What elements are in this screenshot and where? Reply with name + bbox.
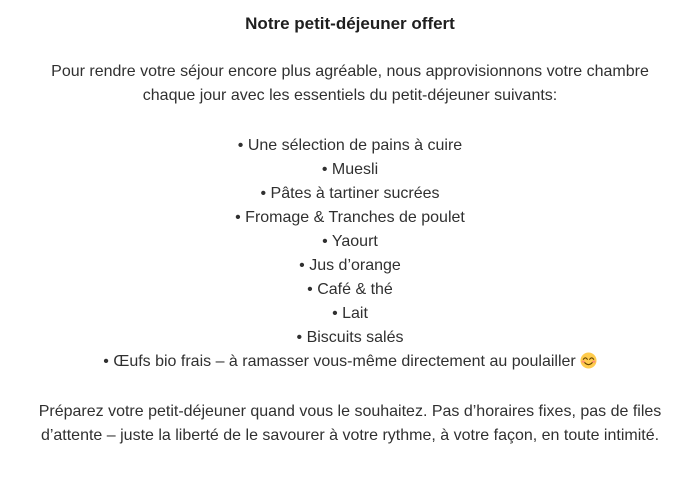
list-item-text: • Lait	[332, 305, 368, 322]
list-item	[0, 206, 700, 230]
list-item-text: • Une sélection de pains à cuire	[237, 137, 463, 154]
list-item	[0, 158, 700, 182]
list-item	[0, 278, 700, 302]
list-item-text: • Fromage & Tranches de poulet	[235, 209, 465, 226]
list-item-text: • Muesli	[321, 161, 379, 178]
smiling-face-with-smiling-eyes-emoji	[580, 352, 597, 377]
intro-paragraph: Pour rendre votre séjour encore plus agréable, nous approvisionnons votre chambre chaque jour avec les essentiels du petit-déjeuner suivants:	[51, 63, 649, 104]
breakfast-list	[0, 134, 700, 377]
list-item-text: • Pâtes à tartiner sucrées	[260, 185, 440, 202]
list-item	[0, 134, 700, 158]
list-item-text: • Œufs bio frais – à ramasser vous-même directement au poulailler	[103, 353, 576, 370]
list-item	[0, 326, 700, 350]
list-item	[0, 182, 700, 206]
list-item-text: • Jus d’orange	[299, 257, 401, 274]
list-item-text: • Café & thé	[307, 281, 393, 298]
list-item	[0, 230, 700, 254]
list-item	[0, 350, 700, 377]
list-item-text: • Yaourt	[322, 233, 378, 250]
outro-paragraph: Préparez votre petit-déjeuner quand vous le souhaitez. Pas d’horaires fixes, pas de files d’attente – juste la liberté de le savourer à votre rythme, à votre façon, en toute intimité.	[38, 403, 662, 444]
page-title: Notre petit-déjeuner offert	[245, 14, 455, 33]
list-item-text: • Biscuits salés	[296, 329, 404, 346]
list-item	[0, 302, 700, 326]
list-item	[0, 254, 700, 278]
